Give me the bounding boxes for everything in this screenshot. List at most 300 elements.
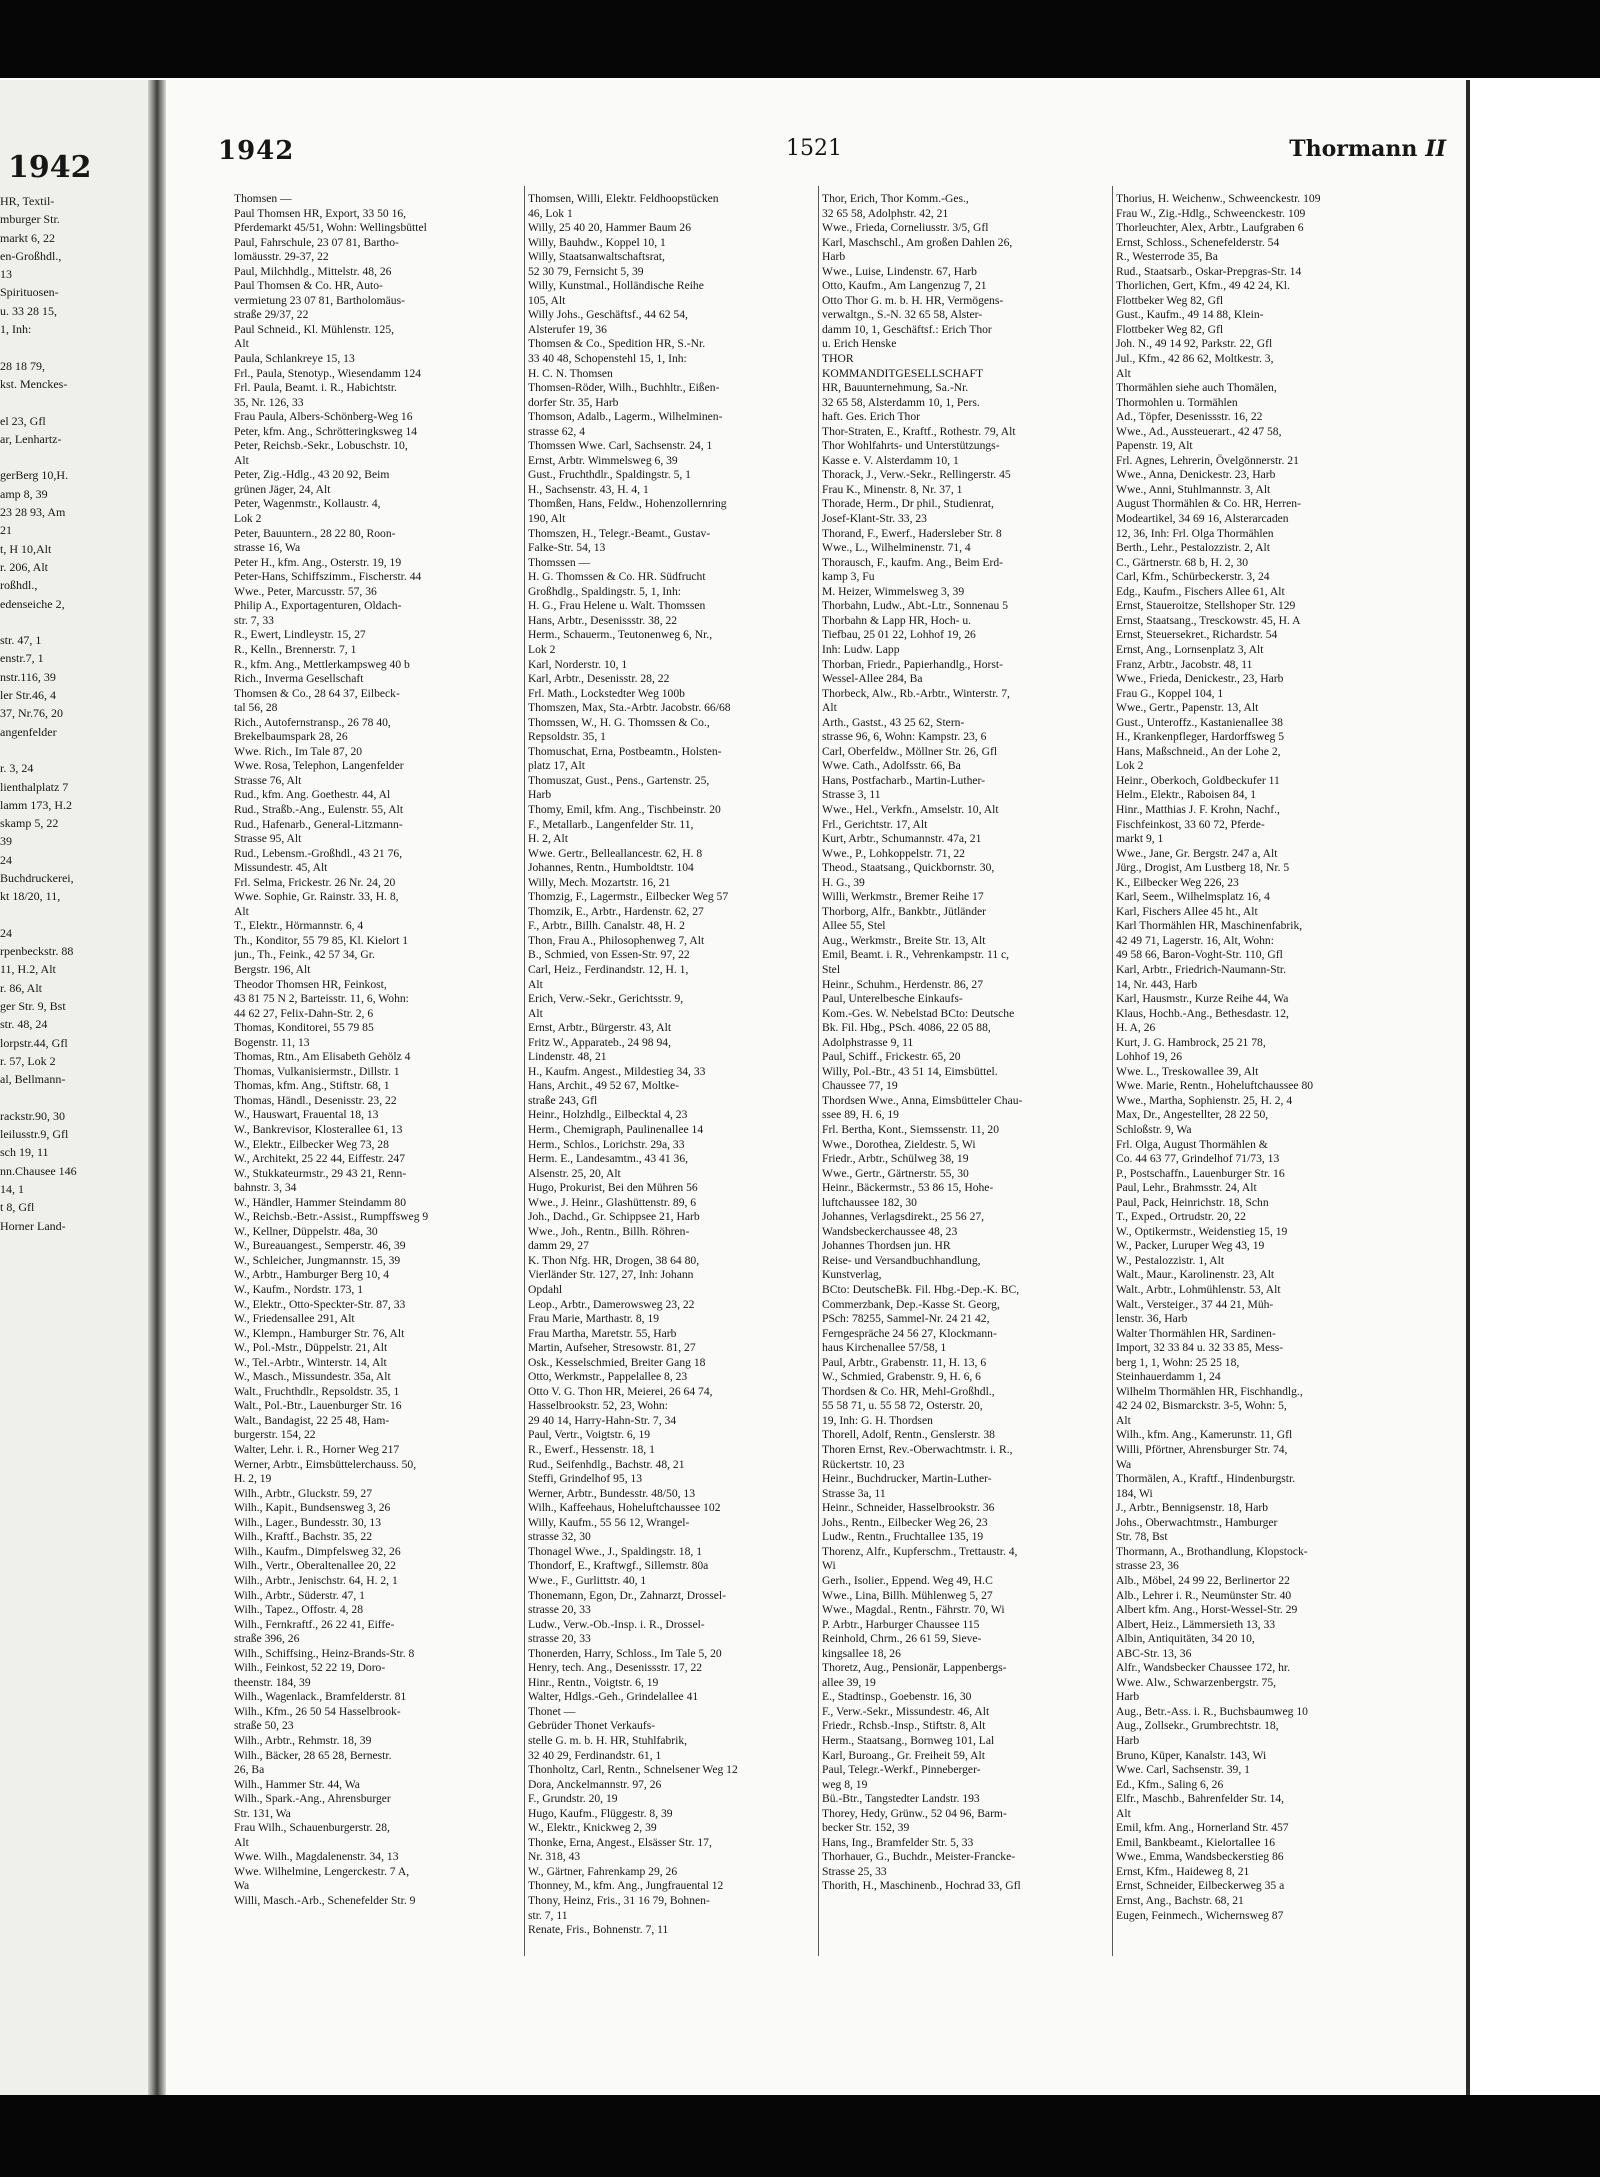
directory-entry-line: Hinr., Matthias J. F. Krohn, Nachf., xyxy=(1116,802,1280,816)
directory-entry-line: Dora, Anckelmannstr. 97, 26 xyxy=(528,1777,662,1791)
directory-entry-line: W., Friedensallee 291, Alt xyxy=(234,1312,355,1326)
directory-entry-line: Wilh., Arbtr., Rehmstr. 18, 39 xyxy=(234,1733,372,1747)
scan-bottom-border xyxy=(0,2095,1600,2177)
directory-entry-line: Wwe., Lina, Billh. Mühlenweg 5, 27 xyxy=(822,1588,993,1602)
facing-page-line: 37, Nr.76, 20 xyxy=(0,706,63,721)
directory-entry-line: Carl, Heiz., Ferdinandstr. 12, H. 1, xyxy=(528,962,689,976)
directory-entry-line: Thorade, Herm., Dr phil., Studienrat, xyxy=(822,497,994,511)
facing-page-line xyxy=(0,448,146,466)
directory-entry-line: Stel xyxy=(822,962,841,976)
directory-entry-line: Thoretz, Aug., Pensionär, Lappenbergs- xyxy=(822,1661,1007,1675)
directory-entry-line: Walt., Fruchthdlr., Repsoldstr. 35, 1 xyxy=(234,1384,400,1398)
directory-entry-line: Thomy, Emil, kfm. Ang., Tischbeinstr. 20 xyxy=(528,802,721,816)
directory-entry-line: ABC-Str. 13, 36 xyxy=(1116,1646,1192,1660)
directory-entry-line: Heinr., Bäckermstr., 53 86 15, Hohe- xyxy=(822,1181,994,1195)
directory-entry-line: Thomßen, Hans, Feldw., Hohenzollernring xyxy=(528,497,727,511)
directory-entry-line: Wilh., Kaffeehaus, Hoheluftchaussee 102 xyxy=(528,1501,721,1515)
facing-page-line: 13 xyxy=(0,267,12,282)
directory-entry-line: Wwe., Dorothea, Zieldestr. 5, Wi xyxy=(822,1137,976,1151)
directory-entry-line: H. 2, Alt xyxy=(528,832,568,846)
directory-entry-line: Fischfeinkost, 33 60 72, Pferde- xyxy=(1116,817,1265,831)
directory-entry-line: Wwe., J. Heinr., Glashüttenstr. 89, 6 xyxy=(528,1195,697,1209)
running-head-name: Thormann xyxy=(1289,136,1418,162)
directory-entry-line: Friedr., Rchsb.-Insp., Stiftstr. 8, Alt xyxy=(822,1719,986,1733)
directory-entry-line: Großhdlg., Spaldingstr. 5, 1, Inh: xyxy=(528,584,681,598)
directory-entry-line: Frl. Math., Lockstedter Weg 100b xyxy=(528,686,685,700)
directory-entry-line: Thorausch, F., kaufm. Ang., Beim Erd- xyxy=(822,555,1003,569)
directory-entry-line: Walter, Hdlgs.-Geh., Grindelallee 41 xyxy=(528,1690,699,1704)
facing-page-line: enstr.7, 1 xyxy=(0,651,44,666)
directory-entry-line: Alt xyxy=(528,1006,543,1020)
directory-entry-line: Friedr., Arbtr., Schülweg 38, 19 xyxy=(822,1152,969,1166)
directory-entry-line: straße 50, 23 xyxy=(234,1719,294,1733)
directory-entry-line: Frl. Bertha, Kont., Siemssenstr. 11, 20 xyxy=(822,1123,1000,1136)
directory-entry-line: Johs., Rentn., Eilbecker Weg 26, 23 xyxy=(822,1515,988,1529)
facing-page-line: r. 86, Alt xyxy=(0,980,43,995)
directory-entry-line: Hans, Arbtr., Desenissstr. 38, 22 xyxy=(528,613,678,627)
directory-entry-line: Paul Thomsen HR, Export, 33 50 16, xyxy=(234,206,407,220)
page-header xyxy=(166,136,1466,176)
directory-entry-line: W., Gärtner, Fahrenkamp 29, 26 xyxy=(528,1864,678,1878)
directory-entry-line: Ernst, Staueroitze, Stellshoper Str. 129 xyxy=(1116,599,1296,613)
directory-entry-line: Ernst, Steuersekret., Richardstr. 54 xyxy=(1116,628,1278,642)
directory-entry-line: Wwe., P., Lohkoppelstr. 71, 22 xyxy=(822,846,965,860)
directory-entry-line: Wwe. Rosa, Telephon, Langenfelder xyxy=(234,759,404,773)
directory-entry-line: Vierländer Str. 127, 27, Inh: Johann xyxy=(528,1268,694,1282)
directory-entry-line: Rud., Lebensm.-Großhdl., 43 21 76, xyxy=(234,846,403,860)
directory-entry-line: Wilh., Kfm., 26 50 54 Hasselbrook- xyxy=(234,1704,401,1718)
directory-entry-line: Max, Dr., Angestellter, 28 22 50, xyxy=(1116,1108,1269,1122)
directory-entry-line: haus Kirchenallee 57/58, 1 xyxy=(822,1341,947,1355)
directory-entry-line: Wwe. L., Treskowallee 39, Alt xyxy=(1116,1064,1259,1078)
directory-entry-line: Hans, Postfacharb., Martin-Luther- xyxy=(822,773,985,787)
facing-page-line: u. 33 28 15, xyxy=(0,303,57,318)
facing-page-line: rpenbeckstr. 88 xyxy=(0,944,74,959)
facing-page-line: 24 xyxy=(0,925,12,940)
facing-page-line: en-Großhdl., xyxy=(0,248,62,263)
directory-entry-line: Alt xyxy=(528,977,543,991)
directory-entry-line: Willy, Mech. Mozartstr. 16, 21 xyxy=(528,875,671,889)
directory-entry-line: str. 7, 11 xyxy=(528,1908,568,1922)
directory-entry-line: Pferdemarkt 45/51, Wohn: Wellingsbüttel xyxy=(234,221,427,235)
facing-page-line: r. 206, Alt xyxy=(0,559,49,574)
directory-entry-line: W., Architekt, 25 22 44, Eiffestr. 247 xyxy=(234,1152,405,1166)
directory-entry-line: Karl, Fischers Allee 45 ht., Alt xyxy=(1116,904,1258,918)
directory-entry-line: Wilh., Lager., Bundesstr. 30, 13 xyxy=(234,1515,382,1529)
directory-entry-line: B., Schmied, von Essen-Str. 97, 22 xyxy=(528,948,690,962)
directory-column-2 xyxy=(528,192,818,1972)
directory-entry-line: Paul, Telegr.-Werkf., Pinneberger- xyxy=(822,1763,981,1777)
directory-entry-line: Jürg., Drogist, Am Lustberg 18, Nr. 5 xyxy=(1116,861,1290,875)
directory-entry-line: Harb xyxy=(528,788,552,802)
directory-entry-line: K., Eilbecker Weg 226, 23 xyxy=(1116,875,1239,889)
directory-entry-line: Kasse e. V. Alsterdamm 10, 1 xyxy=(822,453,959,467)
directory-entry-line: Frau W., Zig.-Hdlg., Schweenckestr. 109 xyxy=(1116,206,1306,220)
directory-entry-line: Strasse 95, Alt xyxy=(234,832,302,846)
directory-entry-line: Theodor Thomsen HR, Feinkost, xyxy=(234,977,387,991)
directory-entry-line: Allee 55, Stel xyxy=(822,919,886,933)
directory-entry-line: Wilh., Vertr., Oberaltenallee 20, 22 xyxy=(234,1559,396,1573)
directory-entry-line: Thomuszat, Gust., Pens., Gartenstr. 25, xyxy=(528,773,710,787)
directory-entry-line: Frau Paula, Albers-Schönberg-Weg 16 xyxy=(234,410,413,424)
directory-entry-line: Willi, Pförtner, Ahrensburger Str. 74, xyxy=(1116,1443,1288,1457)
directory-entry-line: Wwe., Hel., Verkfn., Amselstr. 10, Alt xyxy=(822,802,999,816)
directory-entry-line: weg 8, 19 xyxy=(822,1777,868,1791)
directory-entry-line: Alb., Lehrer i. R., Neumünster Str. 40 xyxy=(1116,1588,1292,1602)
directory-entry-line: Peter, Zig.-Hdlg., 43 20 92, Beim xyxy=(234,468,390,482)
directory-entry-line: T., Exped., Ortrudstr. 20, 22 xyxy=(1116,1210,1246,1224)
directory-entry-line: Willy, Staatsanwaltschaftsrat, xyxy=(528,250,665,264)
directory-entry-line: P., Postschaffn., Lauenburger Str. 16 xyxy=(1116,1166,1285,1180)
directory-entry-line: Schloßstr. 9, Wa xyxy=(1116,1123,1192,1136)
directory-entry-line: 55 58 71, u. 55 58 72, Osterstr. 20, xyxy=(822,1399,983,1413)
facing-page-text xyxy=(0,192,146,1235)
directory-entry-line: Thorbahn, Ludw., Abt.-Ltr., Sonnenau 5 xyxy=(822,599,1009,613)
facing-page-line: 23 28 93, Am xyxy=(0,505,66,520)
directory-entry-line: Thorell, Adolf, Rentn., Genslerstr. 38 xyxy=(822,1428,995,1442)
directory-entry-line: Wwe., Anna, Denickestr. 23, Harb xyxy=(1116,468,1276,482)
directory-entry-line: Wwe. Cath., Adolfsstr. 66, Ba xyxy=(822,759,961,773)
directory-entry-line: Lok 2 xyxy=(1116,759,1144,773)
directory-entry-line: Wa xyxy=(1116,1457,1132,1471)
directory-entry-line: Renate, Fris., Bohnenstr. 7, 11 xyxy=(528,1923,669,1937)
directory-entry-line: Heinr., Schneider, Hasselbrookstr. 36 xyxy=(822,1501,995,1515)
directory-entry-line: W., Masch., Missundestr. 35a, Alt xyxy=(234,1370,391,1384)
directory-entry-line: Ernst, Ang., Bachstr. 68, 21 xyxy=(1116,1893,1244,1907)
directory-entry-line: Wilh., Tapez., Offostr. 4, 28 xyxy=(234,1603,364,1617)
directory-entry-line: Herm., Chemigraph, Paulinenallee 14 xyxy=(528,1123,704,1136)
directory-entry-line: Wwe. Gertr., Belleallancestr. 62, H. 8 xyxy=(528,846,703,860)
directory-entry-line: Frl. Olga, August Thormählen & xyxy=(1116,1137,1268,1151)
directory-entry-line: Frau K., Minenstr. 8, Nr. 37, 1 xyxy=(822,482,963,496)
directory-entry-line: Harb xyxy=(1116,1690,1140,1704)
directory-entry-line: verwaltgn., S.-N. 32 65 58, Alster- xyxy=(822,308,983,322)
directory-entry-line: Wilh., kfm. Ang., Kamerunstr. 11, Gfl xyxy=(1116,1428,1293,1442)
directory-entry-line: Frau G., Koppel 104, 1 xyxy=(1116,686,1224,700)
directory-entry-line: Willy, Pol.-Btr., 43 51 14, Eimsbüttel. xyxy=(822,1064,998,1078)
directory-entry-line: Wilh., Arbtr., Süderstr. 47, 1 xyxy=(234,1588,365,1602)
directory-entry-line: Lohhof 19, 26 xyxy=(1116,1050,1183,1064)
directory-entry-line: Thomsen-Röder, Wilh., Buchhltr., Eißen- xyxy=(528,381,720,395)
directory-entry-line: 32 40 29, Ferdinandstr. 61, 1 xyxy=(528,1748,662,1762)
directory-entry-line: 14, Nr. 443, Harb xyxy=(1116,977,1198,991)
directory-entry-line: Opdahl xyxy=(528,1283,563,1297)
directory-entry-line: Wilh., Fernkraftf., 26 22 41, Eiffe- xyxy=(234,1617,395,1631)
directory-entry-line: Ernst, Schneider, Eilbeckerweg 35 a xyxy=(1116,1879,1285,1893)
directory-entry-line: Wwe., Jane, Gr. Bergstr. 247 a, Alt xyxy=(1116,846,1278,860)
directory-entry-line: 105, Alt xyxy=(528,293,566,307)
running-head xyxy=(1289,136,1446,162)
directory-entry-line: Frl. Selma, Frickestr. 26 Nr. 24, 20 xyxy=(234,875,396,889)
directory-entry-line: Thonagel Wwe., J., Spaldingstr. 18, 1 xyxy=(528,1544,702,1558)
directory-entry-line: Thormählen siehe auch Thomälen, xyxy=(1116,381,1277,395)
facing-page-line: Horner Land- xyxy=(0,1218,66,1233)
directory-entry-line: vermietung 23 07 81, Bartholomäus- xyxy=(234,293,405,307)
directory-entry-line: Philip A., Exportagenturen, Oldach- xyxy=(234,599,402,613)
directory-entry-line: Thormann, A., Brothandlung, Klopstock- xyxy=(1116,1544,1308,1558)
directory-entry-line: Wwe., Gertr., Gärtnerstr. 55, 30 xyxy=(822,1166,969,1180)
directory-entry-line: strasse 32, 30 xyxy=(528,1530,591,1544)
directory-entry-line: Wwe., Joh., Rentn., Billh. Röhren- xyxy=(528,1224,690,1238)
directory-entry-line: Karl, Hausmstr., Kurze Reihe 44, Wa xyxy=(1116,992,1289,1006)
directory-entry-line: Herm., Schauerm., Teutonenweg 6, Nr., xyxy=(528,628,713,642)
directory-entry-line: Wilh., Kaufm., Dimpfelsweg 32, 26 xyxy=(234,1544,401,1558)
directory-entry-line: E., Stadtinsp., Goebenstr. 16, 30 xyxy=(822,1690,972,1704)
directory-entry-line: Lok 2 xyxy=(528,642,556,656)
directory-entry-line: Peter, Bauuntern., 28 22 80, Roon- xyxy=(234,526,396,540)
directory-entry-line: August Thormählen & Co. HR, Herren- xyxy=(1116,497,1301,511)
directory-entry-line: Emil, Bankbeamt., Kielortallee 16 xyxy=(1116,1835,1276,1849)
directory-entry-line: grünen Jäger, 24, Alt xyxy=(234,482,331,496)
directory-entry-line: straße 243, Gfl xyxy=(528,1093,598,1107)
directory-entry-line: H. G. Thomssen & Co. HR. Südfrucht xyxy=(528,570,706,584)
directory-entry-line: Bergstr. 196, Alt xyxy=(234,962,311,976)
directory-entry-line: Thor, Erich, Thor Komm.-Ges., xyxy=(822,192,969,205)
directory-entry-line: Thomson, Adalb., Lagerm., Wilhelminen- xyxy=(528,410,723,424)
facing-page-line: HR, Textil- xyxy=(0,194,55,208)
directory-entry-line: KOMMANDITGESELLSCHAFT xyxy=(822,366,984,380)
directory-entry-line: Thomzig, F., Lagermstr., Eilbecker Weg 57 xyxy=(528,890,729,904)
directory-entry-line: Albert kfm. Ang., Horst-Wessel-Str. 29 xyxy=(1116,1603,1298,1617)
directory-entry-line: W., Reichsb.-Betr.-Assist., Rumpffsweg 9 xyxy=(234,1210,429,1224)
facing-page-line: el 23, Gfl xyxy=(0,413,46,428)
directory-entry-line: Thorey, Hedy, Grünw., 52 04 96, Barm- xyxy=(822,1806,1007,1820)
facing-page-line: str. 48, 24 xyxy=(0,1017,48,1032)
directory-entry-line: Aug., Werkmstr., Breite Str. 13, Alt xyxy=(822,933,986,947)
directory-entry-line: Helm., Elektr., Raboisen 84, 1 xyxy=(1116,788,1257,802)
facing-page-line: Buchdruckerei, xyxy=(0,870,74,885)
directory-entry-line: berg 1, 1, Wohn: 25 25 18, xyxy=(1116,1355,1240,1369)
directory-entry-line: Thorith, H., Maschinenb., Hochrad 33, Gfl xyxy=(822,1879,1021,1893)
directory-entry-line: Heinr., Holzhdlg., Eilbecktal 4, 23 xyxy=(528,1108,688,1122)
directory-entry-line: Thomsen & Co., Spedition HR, S.-Nr. xyxy=(528,337,706,351)
directory-entry-line: Thomas, Rtn., Am Elisabeth Gehölz 4 xyxy=(234,1050,411,1064)
directory-entry-line: Thomas, Händl., Desenisstr. 23, 22 xyxy=(234,1093,397,1107)
directory-entry-line: F., Verw.-Sekr., Missundestr. 46, Alt xyxy=(822,1704,990,1718)
directory-entry-line: tal 56, 28 xyxy=(234,701,278,715)
facing-page-line xyxy=(0,1089,146,1107)
directory-entry-line: Wwe., Martha, Sophienstr. 25, H. 2, 4 xyxy=(1116,1093,1293,1107)
directory-entry-line: Peter, kfm. Ang., Schrötteringksweg 14 xyxy=(234,424,418,438)
directory-entry-line: Alt xyxy=(234,337,249,351)
directory-entry-line: burgerstr. 154, 22 xyxy=(234,1428,316,1442)
directory-entry-line: Edg., Kaufm., Fischers Allee 61, Alt xyxy=(1116,584,1285,598)
directory-entry-line: Fritz W., Apparateb., 24 98 94, xyxy=(528,1035,671,1049)
directory-entry-line: Wwe. Sophie, Gr. Rainstr. 33, H. 8, xyxy=(234,890,399,904)
directory-entry-line: Arth., Gastst., 43 25 62, Stern- xyxy=(822,715,965,729)
directory-entry-line: Paul, Vertr., Voigtstr. 6, 19 xyxy=(528,1428,651,1442)
directory-entry-line: Thonemann, Egon, Dr., Zahnarzt, Drossel- xyxy=(528,1588,727,1602)
scan-top-border xyxy=(0,0,1600,78)
directory-entry-line: 33 40 48, Schopenstehl 15, 1, Inh: xyxy=(528,352,687,366)
directory-column-3 xyxy=(822,192,1112,1972)
directory-entry-line: Frau Martha, Maretstr. 55, Harb xyxy=(528,1326,677,1340)
column-rule xyxy=(524,186,525,1956)
directory-entry-line: Bogenstr. 11, 13 xyxy=(234,1035,310,1049)
directory-entry-line: Karl, Seem., Wilhelmsplatz 16, 4 xyxy=(1116,890,1270,904)
directory-entry-line: Str. 131, Wa xyxy=(234,1806,291,1820)
directory-entry-line: Joh., Dachd., Gr. Schippsee 21, Harb xyxy=(528,1210,700,1224)
directory-entry-line: H. 2, 19 xyxy=(234,1472,272,1486)
directory-entry-line: Paul, Schiff., Frickestr. 65, 20 xyxy=(822,1050,961,1064)
facing-page-running-head: 1942 xyxy=(8,150,92,185)
directory-entry-line: Wwe., Frieda, Corneliusstr. 3/5, Gfl xyxy=(822,221,989,235)
directory-entry-line: Adolphstrasse 9, 11 xyxy=(822,1035,914,1049)
directory-entry-line: Klaus, Hochb.-Ang., Bethesdastr. 12, xyxy=(1116,1006,1289,1020)
directory-entry-line: 44 62 27, Felix-Dahn-Str. 2, 6 xyxy=(234,1006,374,1020)
directory-entry-line: Thorban, Friedr., Papierhandlg., Horst- xyxy=(822,657,1003,671)
directory-entry-line: Thorius, H. Weichenw., Schweenckestr. 109 xyxy=(1116,192,1321,205)
directory-entry-line: Thormälen, A., Kraftf., Hindenburgstr. xyxy=(1116,1472,1296,1486)
directory-entry-line: W., Tel.-Arbtr., Winterstr. 14, Alt xyxy=(234,1355,387,1369)
directory-entry-line: Wwe. Marie, Rentn., Hoheluftchaussee 80 xyxy=(1116,1079,1314,1093)
directory-entry-line: Thonney, M., kfm. Ang., Jungfrauental 12 xyxy=(528,1879,724,1893)
directory-entry-line: Walt., Bandagist, 22 25 48, Ham- xyxy=(234,1413,390,1427)
directory-entry-line: Alt xyxy=(1116,1413,1131,1427)
directory-entry-line: Thorbahn & Lapp HR, Hoch- u. xyxy=(822,613,972,627)
directory-entry-line: Thorenz, Alfr., Kupferschm., Trettaustr. 4, xyxy=(822,1544,1018,1558)
directory-entry-line: stelle G. m. b. H. HR, Stuhlfabrik, xyxy=(528,1733,688,1747)
directory-entry-line: u. Erich Henske xyxy=(822,337,897,351)
directory-entry-line: Wilh., Hammer Str. 44, Wa xyxy=(234,1777,360,1791)
directory-entry-line: Walter Thormählen HR, Sardinen- xyxy=(1116,1326,1276,1340)
directory-entry-line: Alt xyxy=(234,904,249,918)
directory-entry-line: Kurt, Arbtr., Schumannstr. 47a, 21 xyxy=(822,832,982,846)
directory-entry-line: F., Metallarb., Langenfelder Str. 11, xyxy=(528,817,694,831)
directory-entry-line: Rud., Hafenarb., General-Litzmann- xyxy=(234,817,403,831)
directory-entry-line: Harb xyxy=(1116,1733,1140,1747)
directory-entry-line: Wessel-Allee 284, Ba xyxy=(822,672,923,686)
directory-entry-line: Peter, Reichsb.-Sekr., Lobuschstr. 10, xyxy=(234,439,408,453)
directory-entry-line: W., Arbtr., Hamburger Berg 10, 4 xyxy=(234,1268,389,1282)
directory-entry-line: Hugo, Kaufm., Flüggestr. 8, 39 xyxy=(528,1806,673,1820)
directory-entry-line: Willy, Kaufm., 55 56 12, Wrangel- xyxy=(528,1515,690,1529)
directory-entry-line: 184, Wi xyxy=(1116,1486,1153,1500)
directory-entry-line: 19, Inh: G. H. Thordsen xyxy=(822,1413,933,1427)
directory-entry-line: Missundestr. 45, Alt xyxy=(234,861,328,875)
directory-entry-line: Steffi, Grindelhof 95, 13 xyxy=(528,1472,643,1486)
directory-entry-line: Joh. N., 49 14 92, Parkstr. 22, Gfl xyxy=(1116,337,1273,351)
directory-entry-line: Rich., Autofernstransp., 26 78 40, xyxy=(234,715,391,729)
directory-entry-line: Hasselbrookstr. 52, 23, Wohn: xyxy=(528,1399,668,1413)
directory-entry-line: Wa xyxy=(234,1879,250,1893)
directory-entry-line: Heinr., Oberkoch, Goldbeckufer 11 xyxy=(1116,773,1280,787)
directory-entry-line: Rud., Staatsarb., Oskar-Prepgras-Str. 14 xyxy=(1116,264,1302,278)
column-rule xyxy=(818,186,819,1956)
directory-entry-line: Johannes, Verlagsdirekt., 25 56 27, xyxy=(822,1210,985,1224)
directory-entry-line: Aug., Zollsekr., Grumbrechtstr. 18, xyxy=(1116,1719,1279,1733)
directory-entry-line: Wilh., Schiffsing., Heinz-Brands-Str. 8 xyxy=(234,1646,415,1660)
directory-entry-line: damm 29, 27 xyxy=(528,1239,589,1253)
directory-entry-line: W., Elektr., Eilbecker Weg 73, 28 xyxy=(234,1137,389,1151)
facing-page-line: 1, Inh: xyxy=(0,322,32,337)
directory-entry-line: Frl. Agnes, Lehrerin, Övelgönnerstr. 21 xyxy=(1116,453,1299,467)
directory-entry-line: Paul Schneid., Kl. Mühlenstr. 125, xyxy=(234,322,395,336)
facing-page-line: skamp 5, 22 xyxy=(0,816,59,831)
directory-entry-line: Bk. Fil. Hbg., PSch. 4086, 22 05 88, xyxy=(822,1021,991,1035)
directory-entry-line: Karl, Arbtr., Friedrich-Naumann-Str. xyxy=(1116,962,1287,976)
directory-entry-line: Rud., kfm. Ang. Goethestr. 44, Al xyxy=(234,788,391,802)
directory-entry-line: Hans, Archit., 49 52 67, Moltke- xyxy=(528,1079,680,1093)
directory-entry-line: W., Pol.-Mstr., Düppelstr. 21, Alt xyxy=(234,1341,388,1355)
directory-entry-line: THOR xyxy=(822,352,854,366)
directory-entry-line: Herm. E., Landesamtm., 43 41 36, xyxy=(528,1152,689,1166)
directory-entry-line: W., Bureauangest., Semperstr. 46, 39 xyxy=(234,1239,406,1253)
directory-entry-line: Thomas, Konditorei, 55 79 85 xyxy=(234,1021,374,1035)
directory-entry-line: Hugo, Prokurist, Bei den Mühren 56 xyxy=(528,1181,698,1195)
directory-entry-line: Erich, Verw.-Sekr., Gerichtsstr. 9, xyxy=(528,992,684,1006)
directory-entry-line: Emil, kfm. Ang., Hornerland Str. 457 xyxy=(1116,1821,1289,1835)
facing-page-line: sch 19, 11 xyxy=(0,1145,49,1160)
directory-entry-line: Thomzik, E., Arbtr., Hardenstr. 62, 27 xyxy=(528,904,704,918)
directory-entry-line: 35, Nr. 126, 33 xyxy=(234,395,304,409)
directory-entry-line: Kunstverlag, xyxy=(822,1268,882,1282)
directory-entry-line: Walt., Maur., Karolinenstr. 23, Alt xyxy=(1116,1268,1275,1282)
directory-entry-line: Karl, Buroang., Gr. Freiheit 59, Alt xyxy=(822,1748,985,1762)
directory-entry-line: 43 81 75 N 2, Barteisstr. 11, 6, Wohn: xyxy=(234,992,409,1006)
directory-entry-line: R., Westerrode 35, Ba xyxy=(1116,250,1218,264)
directory-entry-line: Wwe., F., Gurlittstr. 40, 1 xyxy=(528,1573,647,1587)
directory-entry-line: Nr. 318, 43 xyxy=(528,1850,581,1864)
facing-page-line: al, Bellmann- xyxy=(0,1072,66,1087)
directory-entry-line: strasse 20, 33 xyxy=(528,1632,591,1646)
directory-entry-line: Thondorf, E., Kraftwgf., Sillemstr. 80a xyxy=(528,1559,709,1573)
directory-entry-line: kingsallee 18, 26 xyxy=(822,1646,901,1660)
facing-page-line: gerBerg 10,H. xyxy=(0,468,69,483)
directory-entry-line: Peter-Hans, Schiffszimm., Fischerstr. 44 xyxy=(234,570,422,584)
directory-entry-line: Wwe., Peter, Marcusstr. 57, 36 xyxy=(234,584,377,598)
directory-entry-line: W., Bankrevisor, Klosterallee 61, 13 xyxy=(234,1123,403,1136)
directory-entry-line: Wwe., Emma, Wandsbeckerstieg 86 xyxy=(1116,1850,1284,1864)
directory-entry-line: Thorand, F., Ewerf., Hadersleber Str. 8 xyxy=(822,526,1002,540)
directory-entry-line: Steinhauerdamm 1, 24 xyxy=(1116,1370,1221,1384)
directory-page xyxy=(166,80,1470,2095)
directory-entry-line: Wilh., Bäcker, 28 65 28, Bernestr. xyxy=(234,1748,392,1762)
directory-entry-line: Alsterufer 19, 36 xyxy=(528,322,607,336)
directory-entry-line: Alfr., Wandsbecker Chaussee 172, hr. xyxy=(1116,1661,1291,1675)
directory-entry-line: Thor-Straten, E., Kraftf., Rothestr. 79, Alt xyxy=(822,424,1016,438)
directory-column-1 xyxy=(234,192,524,1972)
directory-entry-line: Kom.-Ges. W. Nebelstad BCto: Deutsche xyxy=(822,1006,1015,1020)
directory-entry-line: W., Händler, Hammer Steindamm 80 xyxy=(234,1195,407,1209)
directory-entry-line: dorfer Str. 35, Harb xyxy=(528,395,619,409)
facing-page-line: 11, H.2, Alt xyxy=(0,962,56,977)
directory-entry-line: Thomssen, W., H. G. Thomssen & Co., xyxy=(528,715,710,729)
directory-entry-line: Herm., Staatsang., Bornweg 101, Lal xyxy=(822,1733,995,1747)
facing-page-line: leilusstr.9, Gfl xyxy=(0,1127,69,1142)
directory-entry-line: W., Hauswart, Frauental 18, 13 xyxy=(234,1108,379,1122)
facing-page-line: kt 18/20, 11, xyxy=(0,889,61,904)
directory-entry-line: haft. Ges. Erich Thor xyxy=(822,410,920,424)
directory-entry-line: C., Gärtnerstr. 68 b, H. 2, 30 xyxy=(1116,555,1249,569)
directory-entry-line: Gust., Kaufm., 49 14 88, Klein- xyxy=(1116,308,1264,322)
directory-entry-line: Karl Thormählen HR, Maschinenfabrik, xyxy=(1116,919,1303,933)
directory-entry-line: W., Klempn., Hamburger Str. 76, Alt xyxy=(234,1326,405,1340)
facing-page-line: rackstr.90, 30 xyxy=(0,1108,65,1123)
directory-entry-line: Emil, Beamt. i. R., Vehrenkampstr. 11 c, xyxy=(822,948,1010,962)
directory-entry-line: Gust., Unteroffz., Kastanienallee 38 xyxy=(1116,715,1283,729)
directory-entry-line: H. C. N. Thomsen xyxy=(528,366,613,380)
directory-entry-line: Willy Johs., Geschäftsf., 44 62 54, xyxy=(528,308,688,322)
directory-entry-line: Walter, Lehr. i. R., Horner Weg 217 xyxy=(234,1443,400,1457)
directory-entry-line: Th., Konditor, 55 79 85, Kl. Kielort 1 xyxy=(234,933,409,947)
directory-entry-line: Thordsen & Co. HR, Mehl-Großhdl., xyxy=(822,1384,995,1398)
directory-entry-line: jun., Th., Feink., 42 57 34, Gr. xyxy=(234,948,375,962)
facing-page-line: Spirituosen- xyxy=(0,285,59,300)
facing-page-line: lienthalplatz 7 xyxy=(0,779,69,794)
directory-entry-line: str. 7, 33 xyxy=(234,613,274,627)
facing-page-line: roßhdl., xyxy=(0,578,38,593)
